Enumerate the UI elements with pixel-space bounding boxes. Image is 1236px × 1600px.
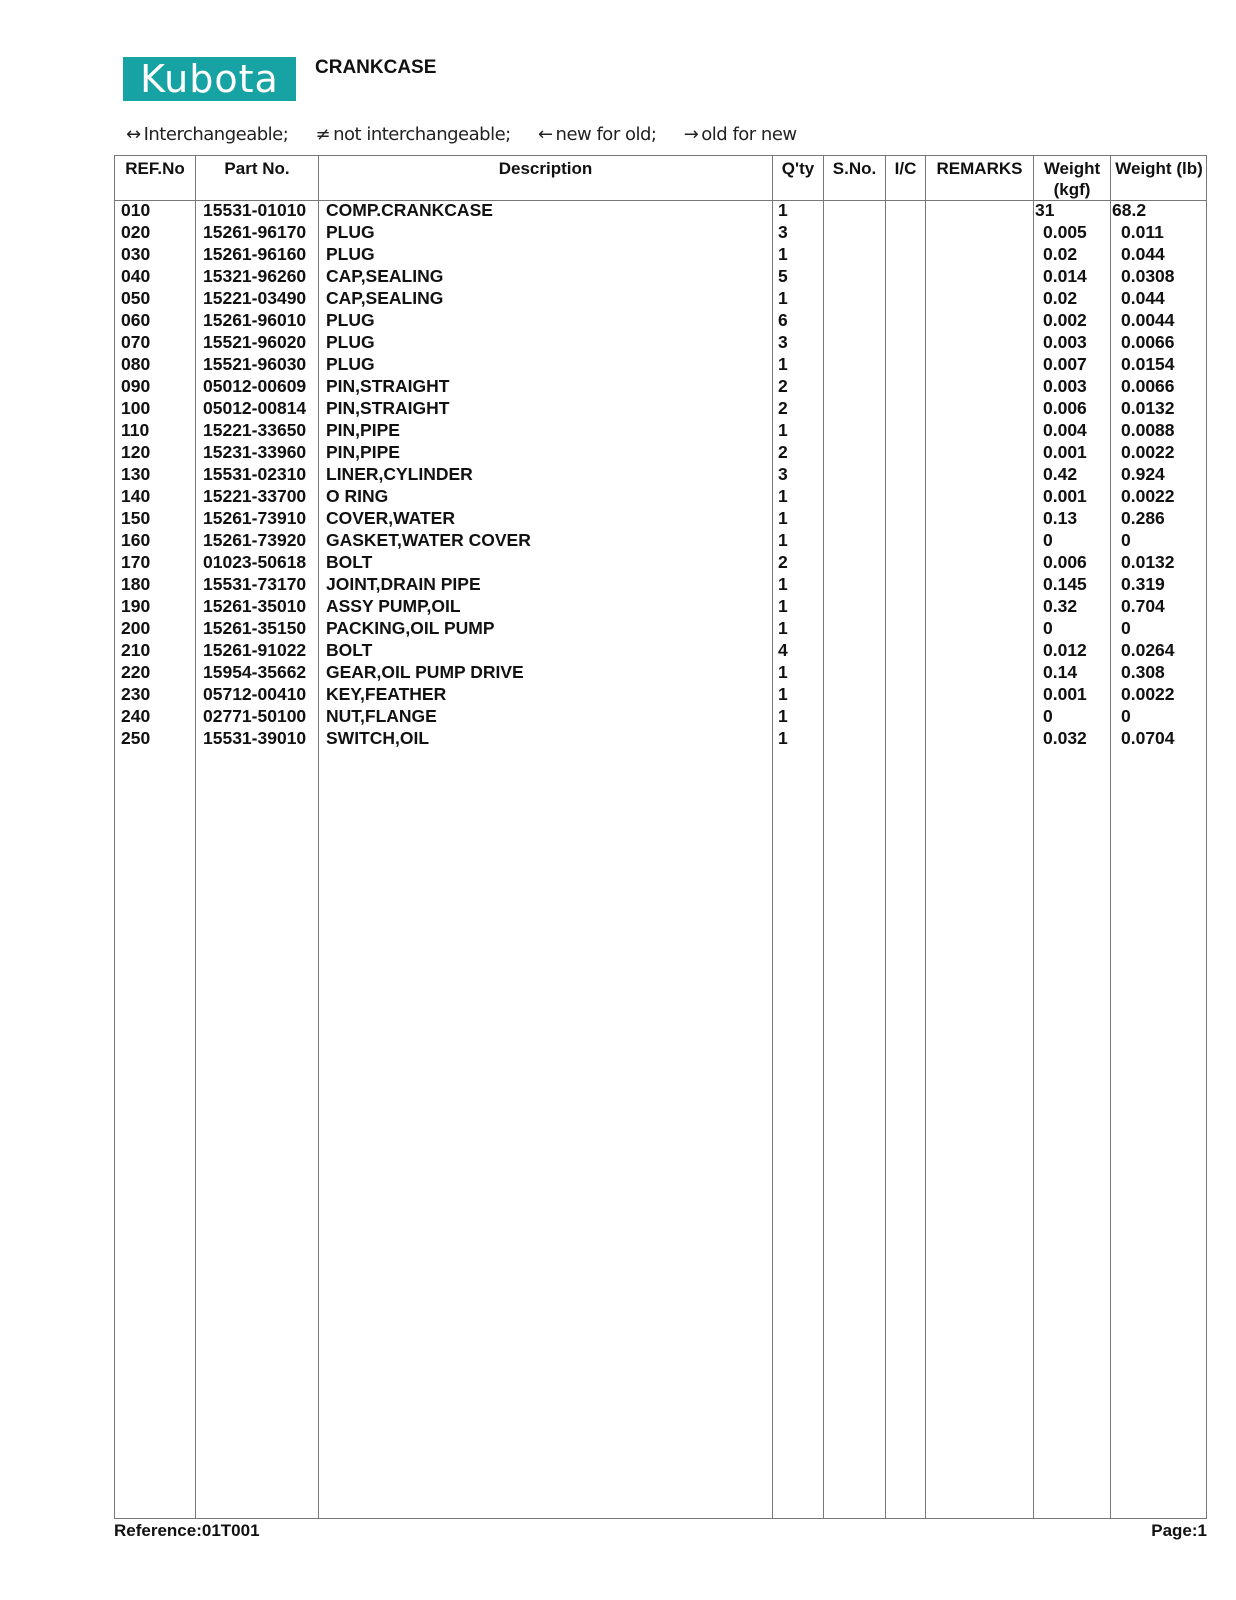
cell-description: JOINT,DRAIN PIPE: [326, 574, 481, 594]
table-row: [115, 353, 1206, 375]
cell-ref: 250: [121, 728, 151, 748]
cell-weight-kgf: 0.014: [1043, 266, 1087, 286]
cell-part-no: 15261-73920: [203, 530, 307, 550]
cell-ref: 050: [121, 288, 151, 308]
cell-qty: 5: [778, 266, 788, 286]
cell-part-no: 15521-96020: [203, 332, 307, 352]
cell-part-no: 05012-00814: [203, 398, 307, 418]
cell-description: CAP,SEALING: [326, 266, 444, 286]
cell-part-no: 15531-39010: [203, 728, 307, 748]
cell-description: COVER,WATER: [326, 508, 455, 528]
table-row: [115, 419, 1206, 441]
col-header-qty: Q'ty: [781, 159, 815, 178]
cell-weight-kgf: 0.006: [1043, 398, 1087, 418]
cell-ref: 120: [121, 442, 151, 462]
cell-part-no: 15954-35662: [203, 662, 307, 682]
cell-weight-lb: 0.704: [1121, 596, 1165, 616]
cell-description: BOLT: [326, 640, 373, 660]
table-row: [115, 507, 1206, 529]
table-row: [115, 595, 1206, 617]
table-row: [115, 265, 1206, 287]
col-header-ic: I/C: [894, 159, 917, 178]
cell-part-no: 15531-02310: [203, 464, 307, 484]
cell-part-no: 15261-73910: [203, 508, 307, 528]
cell-part-no: 15531-01010: [203, 200, 307, 220]
cell-qty: 3: [778, 222, 788, 242]
cell-description: PLUG: [326, 354, 375, 374]
legend-item-new-for-old: ← new for old;: [537, 124, 657, 145]
cell-weight-kgf: 0.13: [1043, 508, 1078, 528]
cell-part-no: 15321-96260: [203, 266, 307, 286]
cell-ref: 160: [121, 530, 151, 550]
cell-ref: 190: [121, 596, 151, 616]
col-header-description: Description: [498, 159, 593, 178]
cell-weight-kgf: 0.14: [1043, 662, 1078, 682]
cell-description: PLUG: [326, 310, 375, 330]
cell-weight-kgf: 0.001: [1043, 684, 1087, 704]
cell-weight-lb: 0.0132: [1121, 398, 1175, 418]
cell-weight-lb: 0.0044: [1121, 310, 1175, 330]
cell-part-no: 15221-33700: [203, 486, 307, 506]
cell-ref: 130: [121, 464, 151, 484]
cell-weight-lb: 0.0066: [1121, 376, 1175, 396]
cell-weight-lb: 0.924: [1121, 464, 1165, 484]
table-row: [115, 727, 1206, 749]
cell-weight-lb: 0.0022: [1121, 442, 1175, 462]
cell-qty: 1: [778, 596, 788, 616]
cell-description: NUT,FLANGE: [326, 706, 437, 726]
cell-qty: 3: [778, 332, 788, 352]
cell-weight-kgf: 0.32: [1043, 596, 1078, 616]
cell-ref: 240: [121, 706, 151, 726]
cell-ref: 150: [121, 508, 151, 528]
table-row: [115, 683, 1206, 705]
cell-description: O RING: [326, 486, 389, 506]
cell-part-no: 05712-00410: [203, 684, 307, 704]
cell-ref: 180: [121, 574, 151, 594]
cell-weight-kgf: 0: [1043, 618, 1053, 638]
cell-weight-kgf: 0.003: [1043, 332, 1087, 352]
table-row: [115, 617, 1206, 639]
cell-ref: 070: [121, 332, 151, 352]
cell-part-no: 15261-96160: [203, 244, 307, 264]
cell-weight-lb: 0.044: [1121, 244, 1165, 264]
cell-weight-lb: 0: [1121, 618, 1131, 638]
cell-weight-kgf: 0.032: [1043, 728, 1087, 748]
cell-description: PIN,PIPE: [326, 442, 400, 462]
cell-ref: 090: [121, 376, 151, 396]
right-arrow-icon: →: [683, 124, 699, 145]
table-row: [115, 639, 1206, 661]
col-header-sno: S.No.: [832, 159, 877, 178]
col-header-remarks: REMARKS: [936, 159, 1023, 178]
cell-weight-kgf: 0.02: [1043, 244, 1078, 264]
cell-weight-lb: 0.319: [1121, 574, 1165, 594]
table-row: [115, 705, 1206, 727]
table-row: [115, 485, 1206, 507]
cell-part-no: 15261-35150: [203, 618, 307, 638]
cell-qty: 2: [778, 442, 788, 462]
cell-qty: 6: [778, 310, 788, 330]
cell-weight-kgf: 0.001: [1043, 442, 1087, 462]
table-row: [115, 529, 1206, 551]
cell-qty: 1: [778, 728, 788, 748]
cell-ref: 020: [121, 222, 151, 242]
col-header-weight-lb: Weight (lb): [1115, 159, 1203, 178]
cell-qty: 1: [778, 420, 788, 440]
cell-weight-lb: 0.044: [1121, 288, 1165, 308]
table-row: [115, 199, 1206, 221]
cell-description: GASKET,WATER COVER: [326, 530, 531, 550]
kubota-logo: [123, 57, 296, 101]
cell-part-no: 15261-96170: [203, 222, 307, 242]
legend-item-not-interchangeable: ≠ not interchangeable;: [315, 124, 511, 145]
cell-qty: 1: [778, 200, 788, 220]
cell-weight-kgf: 0.145: [1043, 574, 1087, 594]
cell-ref: 210: [121, 640, 151, 660]
cell-description: ASSY PUMP,OIL: [326, 596, 461, 616]
cell-description: PIN,PIPE: [326, 420, 400, 440]
cell-description: PLUG: [326, 332, 375, 352]
cell-weight-kgf: 31: [1035, 200, 1055, 220]
table-row: [115, 463, 1206, 485]
cell-ref: 010: [121, 200, 151, 220]
cell-qty: 1: [778, 662, 788, 682]
reference-label: Reference:01T001: [114, 1521, 260, 1540]
cell-description: PIN,STRAIGHT: [326, 376, 450, 396]
page-title: CRANKCASE: [315, 57, 437, 78]
cell-weight-kgf: 0.002: [1043, 310, 1087, 330]
cell-weight-kgf: 0.012: [1043, 640, 1087, 660]
table-row: [115, 331, 1206, 353]
table-row: [115, 309, 1206, 331]
cell-qty: 3: [778, 464, 788, 484]
cell-ref: 200: [121, 618, 151, 638]
cell-weight-kgf: 0.02: [1043, 288, 1078, 308]
table-row: [115, 397, 1206, 419]
cell-description: BOLT: [326, 552, 373, 572]
cell-weight-lb: 0.0704: [1121, 728, 1175, 748]
legend-item-interchangeable: ↔ Interchangeable;: [126, 124, 289, 145]
cell-part-no: 05012-00609: [203, 376, 307, 396]
cell-description: PACKING,OIL PUMP: [326, 618, 495, 638]
cell-qty: 1: [778, 354, 788, 374]
cell-ref: 080: [121, 354, 151, 374]
cell-ref: 100: [121, 398, 151, 418]
cell-part-no: 15521-96030: [203, 354, 307, 374]
cell-weight-kgf: 0.003: [1043, 376, 1087, 396]
cell-description: SWITCH,OIL: [326, 728, 430, 748]
cell-qty: 2: [778, 398, 788, 418]
cell-ref: 060: [121, 310, 151, 330]
cell-part-no: 15261-91022: [203, 640, 307, 660]
cell-weight-kgf: 0: [1043, 706, 1053, 726]
table-row: [115, 441, 1206, 463]
cell-weight-kgf: 0.005: [1043, 222, 1087, 242]
cell-part-no: 02771-50100: [203, 706, 307, 726]
cell-qty: 1: [778, 618, 788, 638]
cell-qty: 1: [778, 706, 788, 726]
cell-part-no: 15221-03490: [203, 288, 307, 308]
cell-description: LINER,CYLINDER: [326, 464, 473, 484]
cell-weight-lb: 0: [1121, 706, 1131, 726]
cell-part-no: 15261-35010: [203, 596, 307, 616]
cell-part-no: 01023-50618: [203, 552, 307, 572]
table-row: [115, 375, 1206, 397]
double-arrow-icon: ↔: [126, 124, 141, 145]
cell-part-no: 15221-33650: [203, 420, 307, 440]
cell-qty: 1: [778, 530, 788, 550]
cell-weight-kgf: 0.001: [1043, 486, 1087, 506]
cell-qty: 2: [778, 552, 788, 572]
cell-weight-lb: 0.0154: [1121, 354, 1175, 374]
cell-ref: 140: [121, 486, 151, 506]
col-header-ref: REF.No: [125, 159, 185, 178]
cell-description: COMP.CRANKCASE: [326, 200, 493, 220]
table-row: [115, 573, 1206, 595]
cell-qty: 1: [778, 244, 788, 264]
cell-weight-lb: 68.2: [1112, 200, 1147, 220]
page-number: Page:1: [1151, 1521, 1207, 1540]
cell-qty: 1: [778, 508, 788, 528]
table-row: [115, 243, 1206, 265]
col-header-part: Part No.: [224, 159, 290, 178]
cell-weight-kgf: 0: [1043, 530, 1053, 550]
cell-weight-lb: 0.0022: [1121, 684, 1175, 704]
legend: [126, 124, 819, 145]
col-header-weight-kgf: Weight (kgf): [1043, 159, 1101, 199]
cell-weight-lb: 0.0308: [1121, 266, 1175, 286]
cell-ref: 030: [121, 244, 151, 264]
cell-description: GEAR,OIL PUMP DRIVE: [326, 662, 524, 682]
cell-ref: 110: [121, 420, 150, 440]
cell-ref: 040: [121, 266, 151, 286]
cell-weight-lb: 0.0066: [1121, 332, 1175, 352]
cell-weight-kgf: 0.004: [1043, 420, 1087, 440]
table-row: [115, 661, 1206, 683]
cell-weight-lb: 0.0264: [1121, 640, 1175, 660]
parts-table: [114, 155, 1207, 1519]
cell-part-no: 15531-73170: [203, 574, 307, 594]
cell-weight-lb: 0.308: [1121, 662, 1165, 682]
cell-description: KEY,FEATHER: [326, 684, 447, 704]
cell-weight-kgf: 0.006: [1043, 552, 1087, 572]
cell-weight-lb: 0.286: [1121, 508, 1165, 528]
cell-qty: 1: [778, 486, 788, 506]
logo-text: Kubota: [140, 57, 279, 101]
cell-ref: 170: [121, 552, 151, 572]
table-row: [115, 221, 1206, 243]
cell-part-no: 15261-96010: [203, 310, 307, 330]
cell-weight-lb: 0.0132: [1121, 552, 1175, 572]
cell-qty: 1: [778, 574, 788, 594]
cell-description: PLUG: [326, 222, 375, 242]
cell-qty: 1: [778, 684, 788, 704]
left-arrow-icon: ←: [537, 124, 553, 145]
legend-item-old-for-new: → old for new: [683, 124, 797, 145]
cell-weight-kgf: 0.42: [1043, 464, 1078, 484]
cell-description: PIN,STRAIGHT: [326, 398, 450, 418]
cell-weight-lb: 0.011: [1121, 222, 1164, 242]
cell-weight-kgf: 0.007: [1043, 354, 1087, 374]
cell-qty: 4: [778, 640, 788, 660]
cell-ref: 230: [121, 684, 151, 704]
cell-description: CAP,SEALING: [326, 288, 444, 308]
cell-weight-lb: 0.0088: [1121, 420, 1175, 440]
cell-weight-lb: 0.0022: [1121, 486, 1175, 506]
cell-qty: 1: [778, 288, 788, 308]
cell-weight-lb: 0: [1121, 530, 1131, 550]
cell-qty: 2: [778, 376, 788, 396]
cell-description: PLUG: [326, 244, 375, 264]
table-row: [115, 551, 1206, 573]
cell-ref: 220: [121, 662, 151, 682]
cell-part-no: 15231-33960: [203, 442, 307, 462]
table-row: [115, 287, 1206, 309]
not-equal-icon: ≠: [315, 124, 331, 145]
